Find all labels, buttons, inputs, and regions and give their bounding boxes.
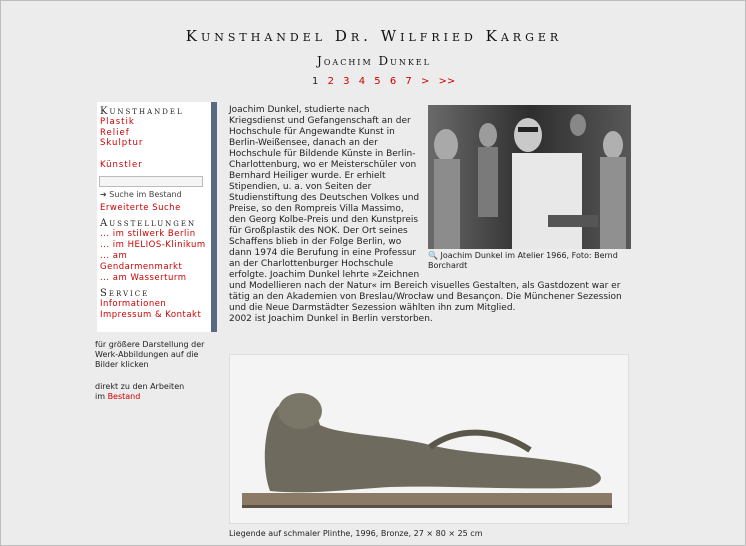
page-next[interactable]: > <box>420 76 430 87</box>
search-button[interactable] <box>100 190 211 199</box>
bio-death: 2002 ist Joachim Dunkel in Berlin verstorben. <box>229 314 433 324</box>
sidebar-item-stilwerk[interactable]: ... im stilwerk Berlin <box>100 229 196 239</box>
sidebar-nav <box>97 102 211 332</box>
search-input[interactable] <box>99 176 203 187</box>
sidebar-item-gendarmenmarkt[interactable]: ... am Gendarmenmarkt <box>100 251 183 272</box>
sidebar-item-kuenstler[interactable]: Künstler <box>100 159 143 170</box>
sidebar-item-informationen[interactable]: Informationen <box>100 299 167 309</box>
bestand-link[interactable]: Bestand <box>107 392 141 401</box>
sidebar-heading-service[interactable]: Service <box>100 288 150 299</box>
sidebar-accent-bar <box>211 102 217 332</box>
page-last[interactable]: >> <box>438 76 456 87</box>
photo-caption-text: Joachim Dunkel im Atelier 1966, Foto: Bernd Borchardt <box>428 251 618 270</box>
sidebar-item-impressum[interactable]: Impressum & Kontakt <box>100 310 202 320</box>
zoom-icon[interactable]: 🔍 <box>428 251 438 260</box>
bio-text: Joachim Dunkel, studierte nach Kriegsdienst und Gefangenschaft an der Hochschule für Angewandte Kunst in Berlin-Weißensee, danach an der Hochschule für Bildende Künste in Berlin-Charlottenburg, wo er Meisterschüler von Bernhard Heiliger wurde. Er erhielt Stipendien, u. a. von Seiten der Studienstiftung des Deutschen Volkes und Preise, so den Rompreis Villa Massimo, den Georg Kolbe-Preis und den Kunstpreis für Großplastik des NOK. Der Ort seines Schaffens blieb in der Folge Berlin, wo dann 1974 die Berufung in eine Professur an der Charlottenburger Hochschule erfolgte. Joachim Dunkel lehrte »Zeichnen und Modellieren nach der Natur« im Bereich visuelles Gestalten, als Gastdozent war er tätig an den Akademien von Breslau/Wrocław und Besançon. Die Münchener Sezession und die Neue Darmstädter Sezession wählten ihn zum Mitglied. <box>229 105 622 313</box>
direct-hint-text: direkt zu den Arbeiten <box>95 382 185 391</box>
artist-photo[interactable] <box>428 105 631 249</box>
page-5[interactable]: 5 <box>374 76 381 87</box>
sidebar-heading-ausstellungen[interactable]: Ausstellungen <box>100 218 197 229</box>
page-2[interactable]: 2 <box>327 76 334 87</box>
advanced-search-link[interactable]: Erweiterte Suche <box>100 203 181 213</box>
page-3[interactable]: 3 <box>343 76 350 87</box>
sidebar-item-plastik[interactable]: Plastik <box>100 117 135 127</box>
sidebar-item-wasserturm[interactable]: ... am Wasserturm <box>100 273 187 283</box>
sidebar-item-relief[interactable]: Relief <box>100 127 130 138</box>
page-1: 1 <box>312 76 319 87</box>
sculpture-caption: Liegende auf schmaler Plinthe, 1996, Bronze, 27 × 80 × 25 cm <box>229 529 483 538</box>
page-4[interactable]: 4 <box>358 76 366 87</box>
sidebar-item-helios[interactable]: ... im HELIOS-Klinikum <box>100 240 206 250</box>
search-button-label: Suche im Bestand <box>109 190 182 199</box>
artist-name: Joachim Dunkel <box>317 54 431 68</box>
arrow-icon: ➜ <box>100 190 107 199</box>
page-6[interactable]: 6 <box>389 76 397 87</box>
sidebar-heading-kunsthandel[interactable]: Kunsthandel <box>100 106 184 117</box>
pagination <box>312 76 461 87</box>
sculpture-image[interactable] <box>229 354 629 524</box>
bio-section <box>229 105 631 325</box>
photo-caption <box>428 251 631 271</box>
direct-hint <box>95 382 215 402</box>
site-title[interactable]: Kunsthandel Dr. Wilfried Karger <box>185 27 563 45</box>
direct-hint-im: im <box>95 392 106 401</box>
page-7[interactable]: 7 <box>405 76 412 87</box>
sidebar-item-skulptur[interactable]: Skulptur <box>100 138 144 148</box>
enlarge-hint: für größere Darstellung der Werk-Abbildungen auf die Bilder klicken <box>95 340 205 369</box>
